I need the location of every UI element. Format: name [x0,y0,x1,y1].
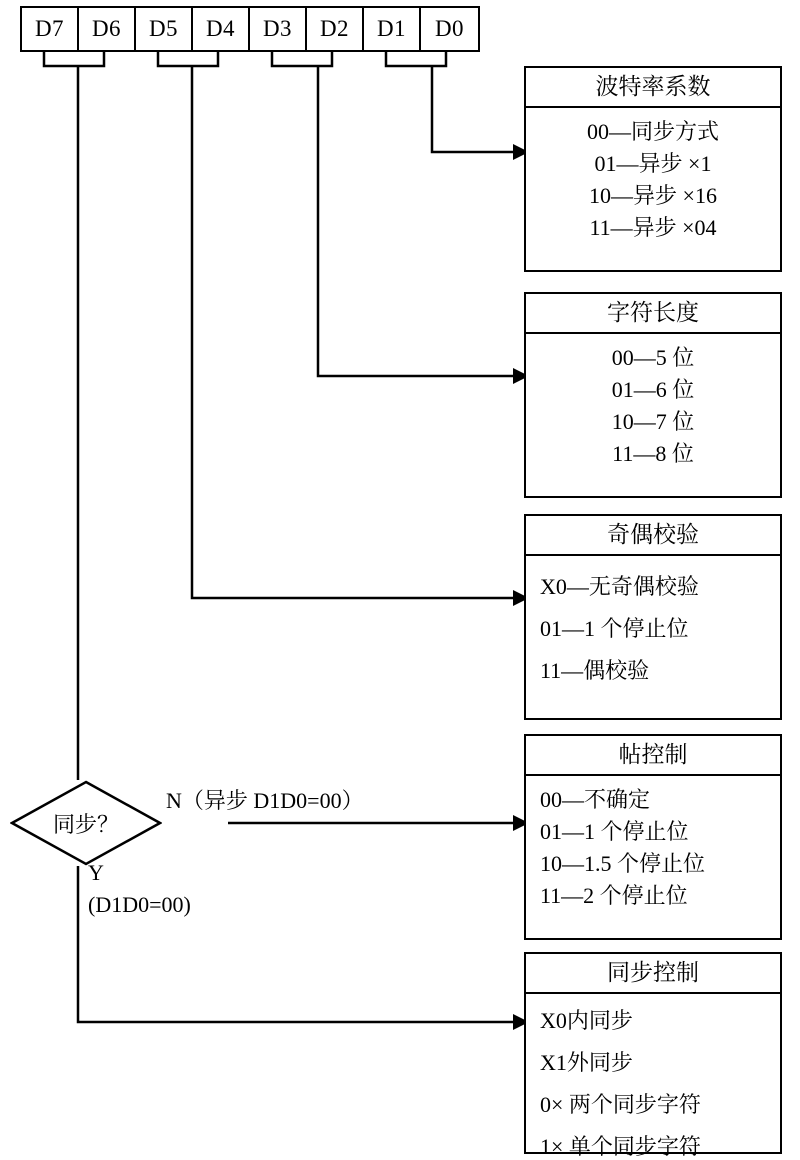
register-bit-d3: D3 [250,8,307,50]
box-title-frame-control: 帖控制 [526,736,780,776]
box-line: 11—8 位 [612,440,694,466]
box-frame-control [524,734,782,940]
branch-label-no: N（异步 D1D0=00） [166,788,364,813]
box-line: 00—5 位 [611,345,695,371]
box-title-parity-check: 奇偶校验 [526,516,780,556]
box-line: 01—1 个停止位 [540,819,689,845]
branch-label-yes: Y [88,860,104,885]
box-body-parity-check [526,556,780,699]
register-bit-d5: D5 [136,8,193,50]
box-line: 10—1.5 个停止位 [540,851,706,877]
box-line: 11—偶校验 [540,657,650,683]
box-line: 0× 两个同步字符 [540,1091,701,1117]
box-parity-check [524,514,782,720]
box-line: 10—7 位 [611,409,695,435]
box-line: 1× 单个同步字符 [540,1133,701,1159]
box-line: 01—6 位 [611,377,695,403]
box-line: 01—1 个停止位 [540,616,689,642]
register-bit-d6: D6 [79,8,136,50]
box-body-sync-control [526,994,780,1160]
box-title-character-length: 字符长度 [526,294,780,334]
box-line: 11—异步 ×04 [589,214,717,240]
box-line: X0内同步 [540,1008,633,1034]
box-body-character-length [526,334,780,478]
register-bit-d7: D7 [22,8,79,50]
box-title-baud-rate-coefficient: 波特率系数 [526,68,780,108]
box-line: 00—不确定 [540,787,651,813]
box-body-baud-rate-coefficient [526,108,780,252]
branch-label-yes-condition: (D1D0=00) [88,892,191,917]
box-line: X0—无奇偶校验 [540,574,699,600]
box-line: X1外同步 [540,1050,633,1076]
box-line: 01—异步 ×1 [594,151,712,177]
register-bit-d0: D0 [434,16,465,41]
box-sync-control [524,952,782,1159]
box-body-frame-control [526,776,780,920]
control-word-register [20,6,480,52]
decision-label: 同步？ [52,811,119,837]
box-line: 00—同步方式 [586,119,719,145]
box-line: 10—异步 ×16 [589,183,717,209]
box-character-length [524,292,782,498]
box-title-sync-control: 同步控制 [526,954,780,994]
box-baud-rate-coefficient [524,66,782,272]
register-bit-d2: D2 [307,8,364,50]
register-bit-d1: D1 [364,8,421,50]
box-line: 11—2 个停止位 [540,882,688,908]
register-bit-d4: D4 [193,8,250,50]
decision-sync [10,780,162,866]
